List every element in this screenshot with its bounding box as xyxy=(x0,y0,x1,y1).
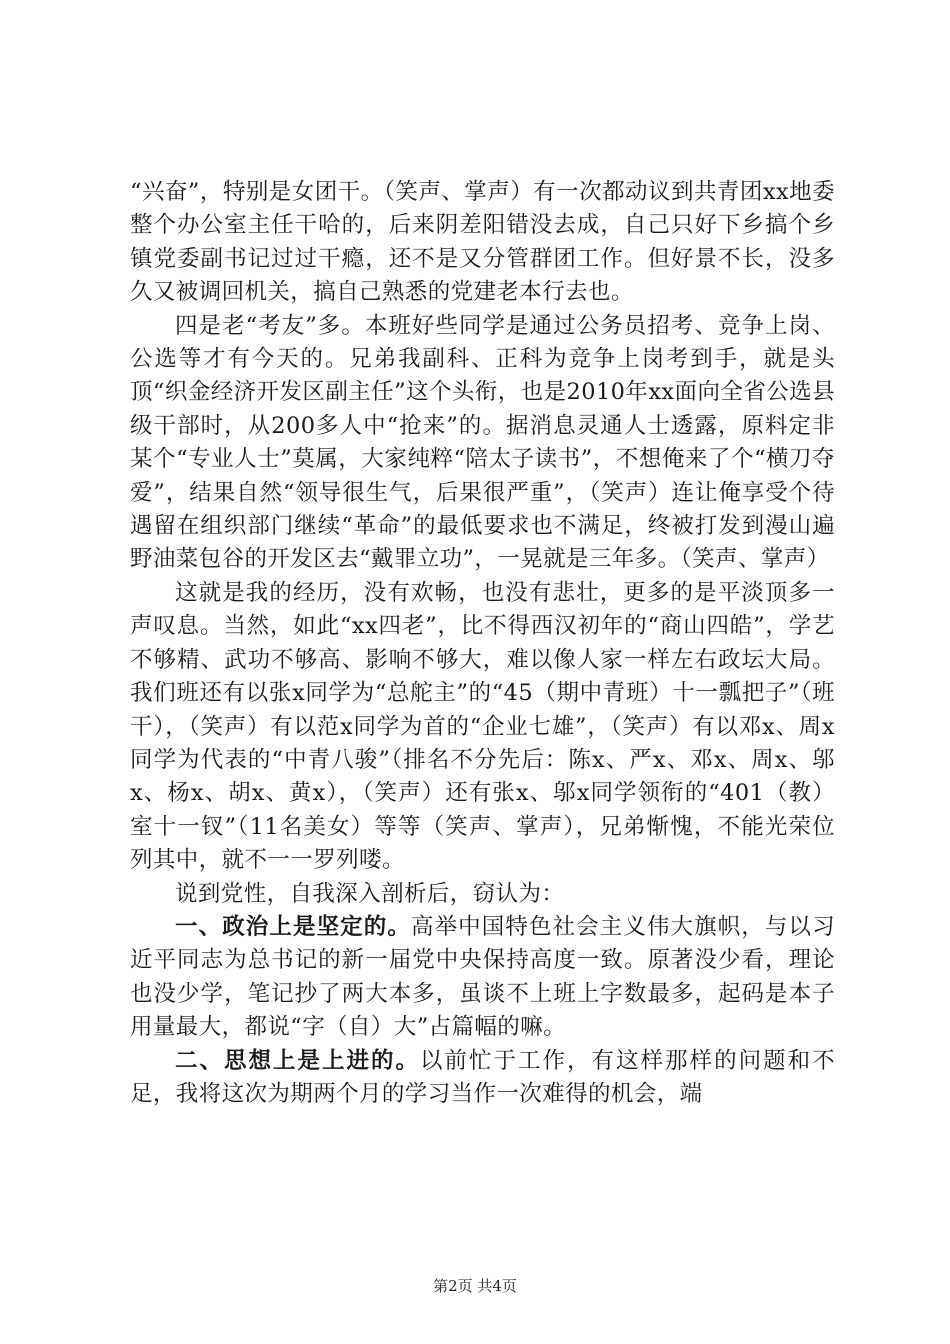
paragraph-2 xyxy=(130,310,835,577)
paragraph-3-text: 这就是我的经历，没有欢畅，也没有悲壮，更多的是平淡顶多一声叹息。当然，如此“xx四老”，比不得西汉初年的“商山四皓”，学艺不够精、武功不够高、影响不够大，难以像人家一样左右政坛大局。我们班还有以张x同学为“总舵主”的“45（期中青班）十一瓢把子”（班干），（笑声）有以范x同学为首的“企业七雄”，（笑声）有以邓x、周x同学为代表的“中青八骏”（排名不分先后：陈x、严x、邓x、周x、邬x、杨x、胡x、黄x），（笑声）还有张x、邬x同学领衔的“401（教）室十一钗”（11名美女）等等（笑声、掌声），兄弟惭愧，不能光荣位列其中，就不一一罗列喽。 xyxy=(130,579,835,874)
paragraph-2-text: 四是老“考友”多。本班好些同学是通过公务员招考、竞争上岗、公选等才有今天的。兄弟我副科、正科为竞争上岗考到手，就是头顶“织金经济开发区副主任”这个头衔，也是2010年xx面向全省公选县级干部时，从200多人中“抢来”的。据消息灵通人士透露，原料定非某个“专业人士”莫属，大家纯粹“陪太子读书”，不想俺来了个“横刀夺爱”，结果自然“领导很生气，后果很严重”，（笑声）连让俺享受个待遇留在组织部门继续“革命”的最低要求也不满足，终被打发到漫山遍野油菜包谷的开发区去“戴罪立功”，一晃就是三年多。（笑声、掌声） xyxy=(130,312,835,573)
paragraph-5-heading: 一、政治上是坚定的。 xyxy=(175,913,411,940)
paragraph-5 xyxy=(130,911,835,1045)
paragraph-6 xyxy=(130,1045,835,1112)
paragraph-4-text: 说到党性，自我深入剖析后，窃认为： xyxy=(175,880,565,907)
paragraph-1-text: “兴奋”，特别是女团干。（笑声、掌声）有一次都动议到共青团xx地委整个办公室主任干哈的，后来阴差阳错没去成，自己只好下乡搞个乡镇党委副书记过过干瘾，还不是又分管群团工作。但好景不长，没多久又被调回机关，搞自己熟悉的党建老本行去也。 xyxy=(130,179,835,306)
page-footer xyxy=(0,1275,950,1296)
paragraph-1 xyxy=(130,176,835,310)
paragraph-5-text: 高举中国特色社会主义伟大旗帜，与以习近平同志为总书记的新一届党中央保持高度一致。原著没少看，理论也没少学，笔记抄了两大本多，虽谈不上班上字数最多，起码是本子用量最大，都说“字（自）大”占篇幅的嘛。 xyxy=(130,913,835,1041)
paragraph-3 xyxy=(130,577,835,878)
paragraph-6-heading: 二、思想上是上进的。 xyxy=(175,1047,421,1074)
page-number: 第2页 共4页 xyxy=(433,1277,517,1295)
paragraph-6-text: 以前忙于工作，有这样那样的问题和不足，我将这次为期两个月的学习当作一次难得的机会，端 xyxy=(130,1047,835,1107)
paragraph-4 xyxy=(130,878,835,911)
document-body xyxy=(130,176,835,1111)
